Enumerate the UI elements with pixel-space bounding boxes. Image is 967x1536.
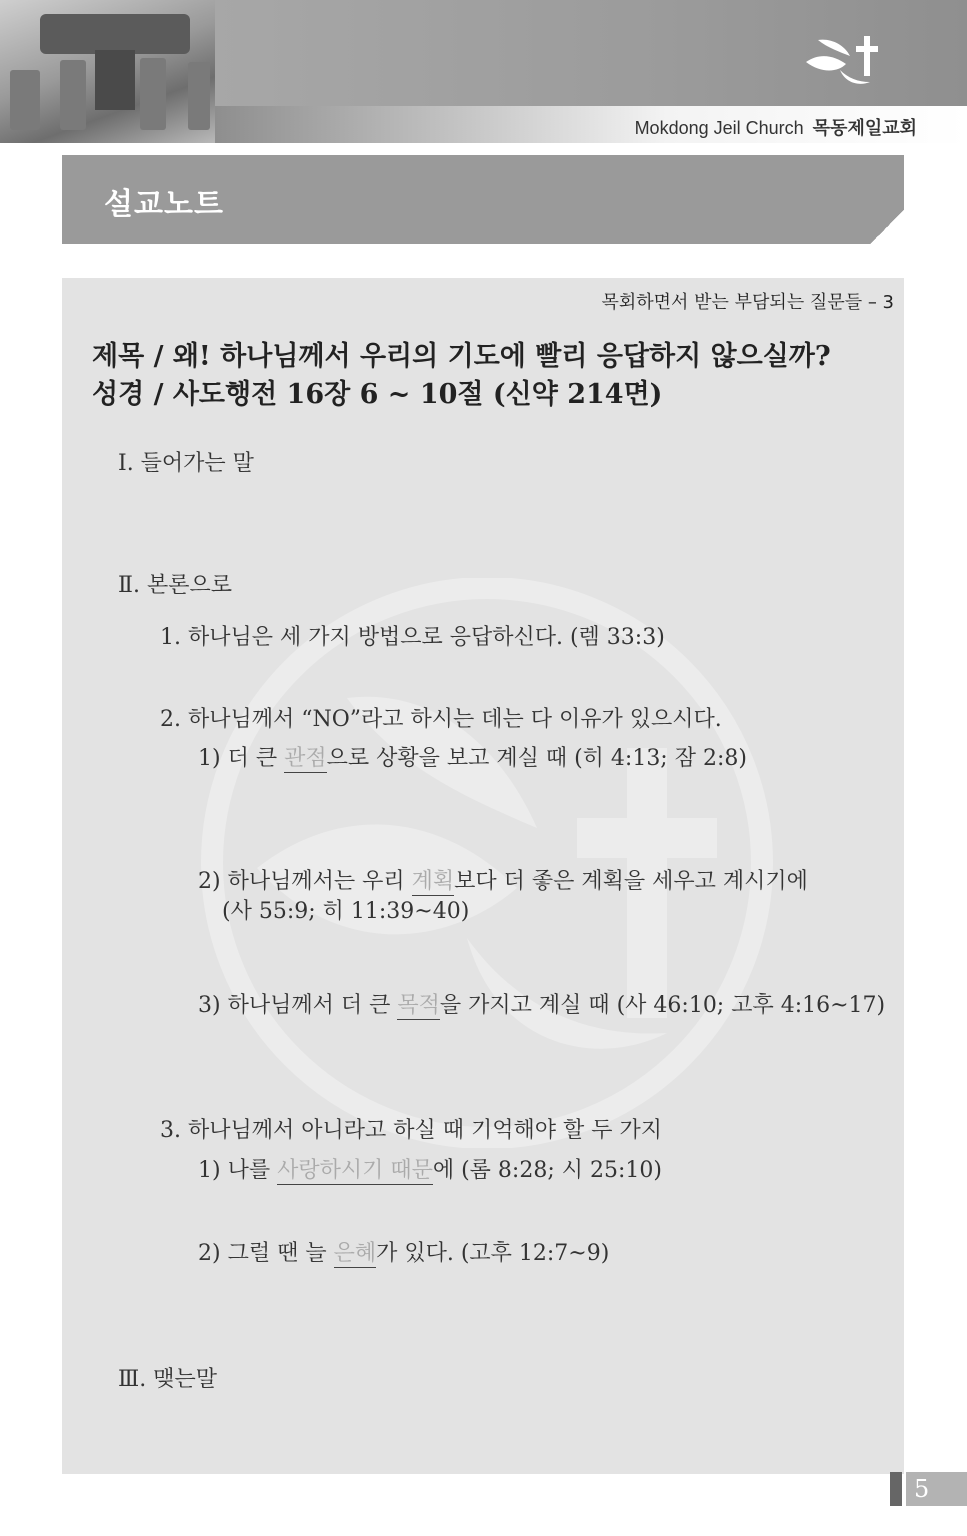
point-1: 1. 하나님은 세 가지 방법으로 응답하신다. (렘 33:3) [160, 625, 665, 650]
point-2: 2. 하나님께서 “NO”라고 하시는 데는 다 이유가 있으시다. [160, 707, 722, 732]
banner-corner [870, 210, 904, 244]
fill-blank: 목적 [397, 988, 440, 1020]
section-body: Ⅱ. 본론으로 [118, 573, 232, 598]
stone-table-leg [95, 50, 135, 110]
point-3: 3. 하나님께서 아니라고 하실 때 기억해야 할 두 가지 [160, 1118, 662, 1143]
banner-label: 설교노트 [104, 187, 224, 222]
fill-blank: 은혜 [334, 1236, 377, 1268]
sermon-title: 제목 / 왜! 하나님께서 우리의 기도에 빨리 응답하지 않으실까? [92, 341, 831, 372]
section-intro: Ⅰ. 들어가는 말 [118, 451, 254, 476]
sermon-note-panel [62, 278, 904, 1474]
church-name-en: Mokdong Jeil Church [634, 118, 804, 138]
section-conclusion: Ⅲ. 맺는말 [118, 1367, 217, 1392]
point-3-2 [198, 1236, 609, 1268]
fill-blank: 관점 [284, 741, 327, 773]
point-2-1 [198, 741, 747, 773]
sermon-series: 목회하면서 받는 부담되는 질문들 – 3 [601, 292, 894, 313]
point-2-1-pre: 1) 더 큰 [198, 746, 285, 771]
header-photo [0, 0, 215, 143]
stone-table-top [40, 14, 190, 54]
title-banner [62, 155, 904, 244]
watermark-logo-icon [197, 578, 777, 1148]
point-2-2-ref: (사 55:9; 히 11:39~40) [222, 899, 470, 924]
church-name [635, 114, 917, 140]
page-number-tab [890, 1472, 967, 1506]
stump [10, 70, 40, 130]
point-3-1 [198, 1153, 662, 1185]
point-2-2-pre: 2) 하나님께서는 우리 [198, 869, 412, 894]
sermon-scripture: 성경 / 사도행전 16장 6 ~ 10절 (신약 214면) [92, 379, 663, 410]
point-2-2 [198, 864, 808, 896]
point-3-1-post: 에 (롬 8:28; 시 25:10) [432, 1158, 662, 1183]
fill-blank: 사랑하시기 때문 [277, 1153, 433, 1185]
page-tab-bar [890, 1472, 902, 1506]
stump [60, 60, 86, 130]
stump [188, 62, 210, 130]
point-2-3-post: 을 가지고 계실 때 (사 46:10; 고후 4:16~17) [439, 993, 886, 1018]
dove-cross-icon [800, 22, 892, 92]
point-3-2-post: 가 있다. (고후 12:7~9) [376, 1241, 610, 1266]
stump [140, 58, 166, 130]
point-3-1-pre: 1) 나를 [198, 1158, 278, 1183]
point-2-3 [198, 988, 885, 1020]
page-number: 5 [906, 1472, 967, 1506]
point-2-1-post: 으로 상황을 보고 계실 때 (히 4:13; 잠 2:8) [326, 746, 747, 771]
point-3-2-pre: 2) 그럴 땐 늘 [198, 1241, 334, 1266]
point-2-3-pre: 3) 하나님께서 더 큰 [198, 993, 398, 1018]
fill-blank: 계획 [412, 864, 455, 896]
point-2-2-post: 보다 더 좋은 계획을 세우고 계시기에 [454, 869, 808, 894]
church-name-ko: 목동제일교회 [812, 118, 917, 138]
